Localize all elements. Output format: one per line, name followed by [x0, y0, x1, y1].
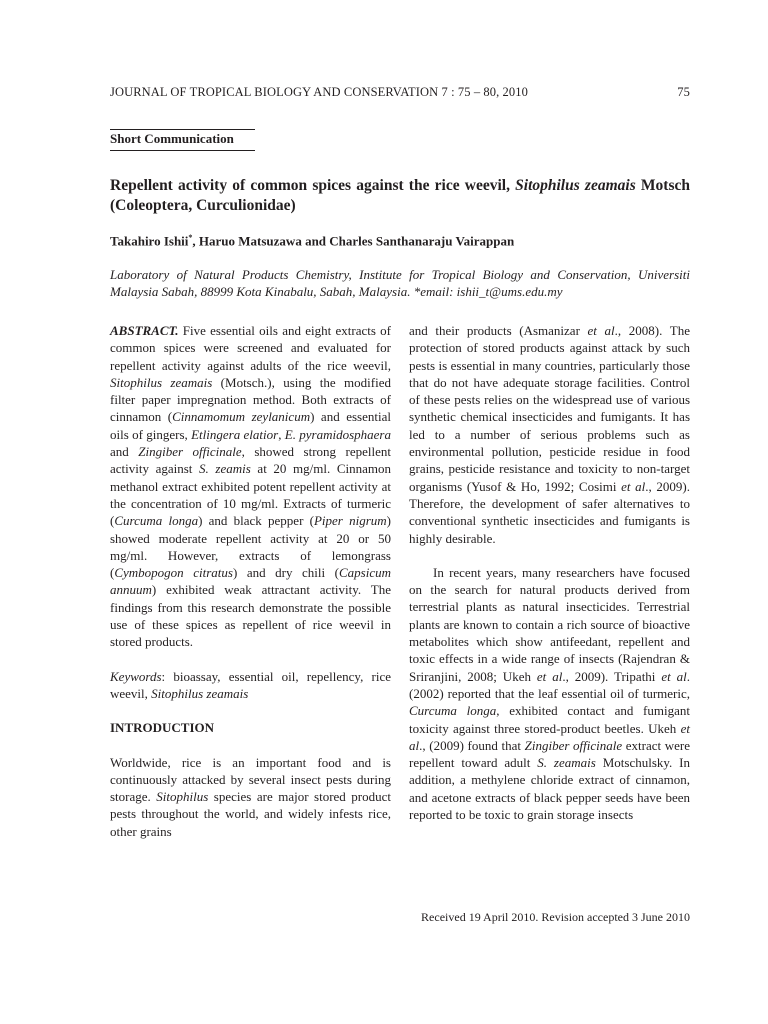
body-paragraph-2: In recent years, many researchers have focused on the search for natural products derived from terrestrial plants as natural insecticides. Terrestrial plants are known to contain a rich source of bioactive metabolites which show antifeedant, repellent and toxic effects in a wide range of insects (Rajendran & Sriranjini, 2008; Ukeh et al., 2009). Tripathi et al. (2002) reported that the leaf essential oil of turmeric, Curcuma longa, exhibited contact and fumigant toxicity against three stored-product beetles. Ukeh et al., (2009) found that Zingiber officinale extract were repellent toward adult S. zeamais Motschulsky. In addition, a methylene chloride extract of cinnamon, and acetone extracts of black pepper seeds have been reported to be toxic to grain storage insects: [409, 564, 691, 823]
received-date: Received 19 April 2010. Revision accepted 3 June 2010: [421, 910, 690, 924]
keywords: Keywords: bioassay, essential oil, repellency, rice weevil, Sitophilus zeamais: [110, 668, 391, 701]
body-paragraph-1: and their products (Asmanizar et al., 2008). The protection of stored products against attack by such pests is essential in many countries, particularly those that do not have adequate storage facilities. Control of these pests relies on the widespread use of various synthetic chemical insecticides and fumigants. It has led to a number of serious problems such as environmental pollution, pesticide residue in food grains, pesticide resistance and toxicity to non-target organisms (Yusof & Ho, 1992; Cosimi et al., 2009). Therefore, the development of safer alternatives to conventional synthetic insecticides and fumigants is highly desirable.: [409, 323, 690, 546]
section-label: Short Communication: [110, 129, 255, 151]
introduction-heading: INTRODUCTION: [110, 720, 215, 736]
page-number: 75: [677, 85, 690, 99]
abstract: ABSTRACT. Five essential oils and eight extracts of common spices were screened and evaluated for repellent activity against adults of the rice weevil, Sitophilus zeamais (Motsch.), using the modified filter paper impregnation method. Both extracts of cinnamon (Cinnamomum zeylanicum) and essential oils of gingers, Etlingera elatior, E. pyramidosphaera and Zingiber officinale, showed strong repellent activity against S. zeamis at 20 mg/ml. Cinnamon methanol extract exhibited potent repellent activity at the concentration of 10 mg/ml. Extracts of turmeric (Curcuma longa) and black pepper (Piper nigrum) showed moderate repellent activity at 20 or 50 mg/ml. However, extracts of lemongrass (Cymbopogon citratus) and dry chili (Capsicum annuum) exhibited weak attractant activity. The findings from this research demonstrate the possible use of these spices as repellent of rice weevil in stored products.: [110, 323, 392, 650]
right-column: [409, 322, 690, 823]
left-column: [110, 322, 391, 840]
article-title: Repellent activity of common spices against the rice weevil, Sitophilus zeamais Motsch (Coleoptera, Curculionidae): [110, 177, 690, 214]
author-list: Takahiro Ishii*, Haruo Matsuzawa and Charles Santhanaraju Vairappan: [110, 233, 515, 249]
running-header: [110, 85, 690, 100]
introduction-paragraph: Worldwide, rice is an important food and is continuously attacked by several insect pests during storage. Sitophilus species are major stored product pests throughout the world, and widely infests rice, other grains: [110, 754, 391, 839]
affiliation: Laboratory of Natural Products Chemistry, Institute for Tropical Biology and Conservation, Universiti Malaysia Sabah, 88999 Kota Kinabalu, Sabah, Malaysia. *email: ishii_t@ums.edu.my: [110, 267, 690, 299]
journal-citation: JOURNAL OF TROPICAL BIOLOGY AND CONSERVATION 7 : 75 – 80, 2010: [110, 85, 528, 99]
